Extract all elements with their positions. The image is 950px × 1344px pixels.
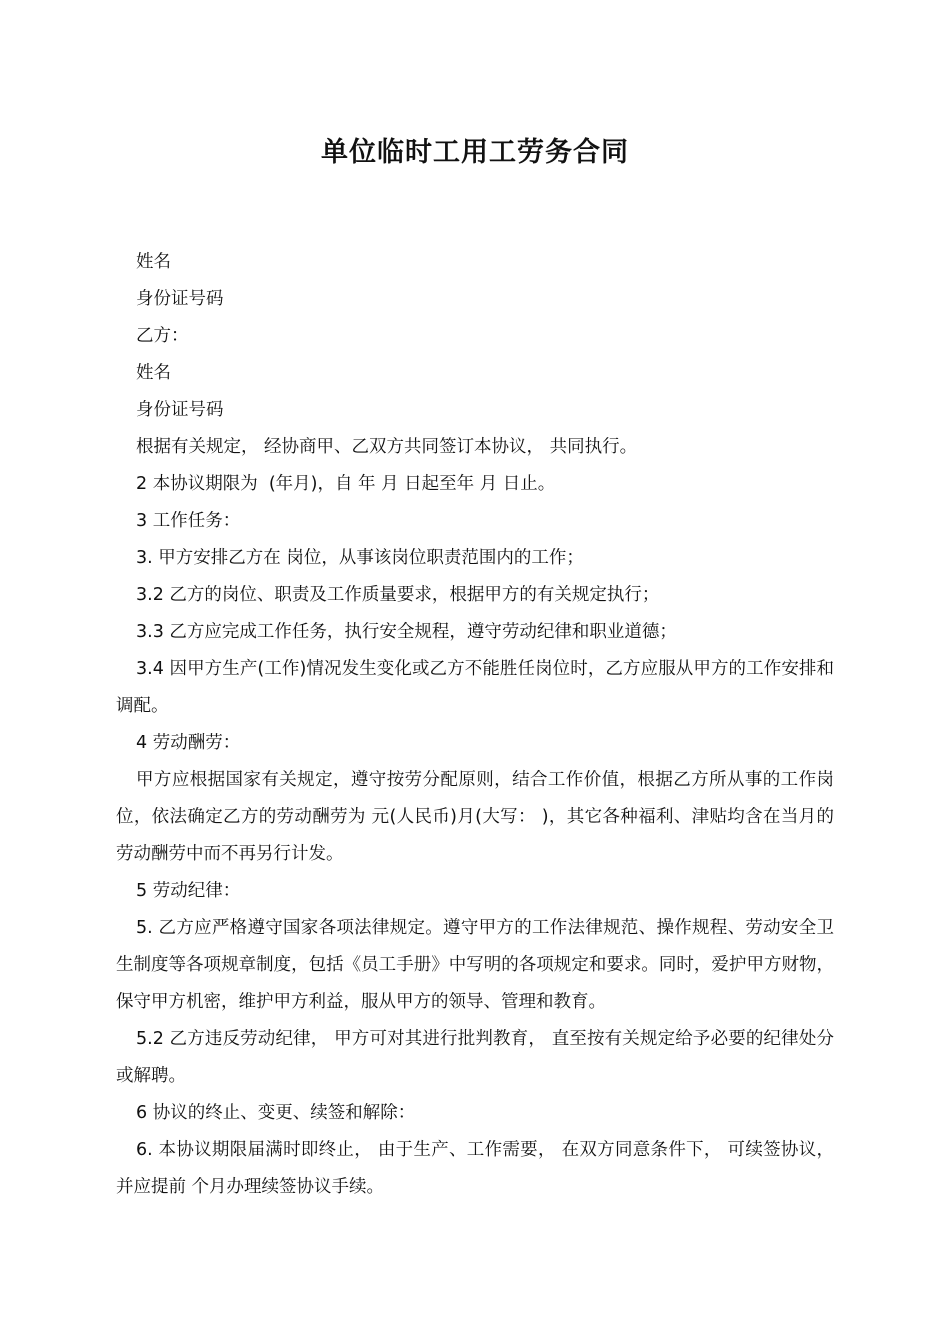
party-b-heading: 乙方： [136,326,189,346]
party-b-id-line: 身份证号码 [136,400,224,420]
clause-6-heading: 6 协议的终止、变更、续签和解除： [136,1103,416,1123]
party-a-id-line: 身份证号码 [136,289,224,309]
clause-3-heading: 3 工作任务： [136,511,241,531]
clause-5-2: 5.2 乙方违反劳动纪律， 甲方可对其进行批判教育， 直至按有关规定给予必要的纪律处分或解聘。 [116,1029,834,1086]
clause-3-3: 3.3 乙方应完成工作任务，执行安全规程，遵守劳动纪律和职业道德； [136,622,677,642]
document-title: 单位临时工用工劳务合同 [321,137,629,168]
party-b-name-line: 姓名 [136,363,171,383]
clause-4-body: 甲方应根据国家有关规定，遵守按劳分配原则，结合工作价值，根据乙方所从事的工作岗位，依法确定乙方的劳动酬劳为 元(人民币)月(大写： )，其它各种福利、津贴均含在当月的劳动酬劳中而不再另行计发。 [116,770,834,864]
preamble-paragraph: 根据有关规定， 经协商甲、乙双方共同签订本协议， 共同执行。 [136,437,638,457]
clause-3-1: 3. 甲方安排乙方在 岗位，从事该岗位职责范围内的工作； [136,548,584,568]
clause-5-1: 5. 乙方应严格遵守国家各项法律规定。遵守甲方的工作法律规范、操作规程、劳动安全卫生制度等各项规章制度，包括《员工手册》中写明的各项规定和要求。同时，爱护甲方财物，保守甲方机密，维护甲方利益，服从甲方的领导、管理和教育。 [116,918,834,1012]
clause-5-heading: 5 劳动纪律： [136,881,241,901]
clause-4-heading: 4 劳动酬劳： [136,733,241,753]
clause-2-term: 2 本协议期限为 (年月)，自 年 月 日起至年 月 日止。 [136,474,556,494]
clause-3-4: 3.4 因甲方生产(工作)情况发生变化或乙方不能胜任岗位时，乙方应服从甲方的工作安排和调配。 [116,659,834,716]
clause-3-2: 3.2 乙方的岗位、职责及工作质量要求，根据甲方的有关规定执行； [136,585,660,605]
document-body [116,244,840,1206]
clause-6-1: 6. 本协议期限届满时即终止， 由于生产、工作需要， 在双方同意条件下， 可续签协议， 并应提前 个月办理续签协议手续。 [116,1140,840,1197]
party-a-name-line: 姓名 [136,252,171,272]
